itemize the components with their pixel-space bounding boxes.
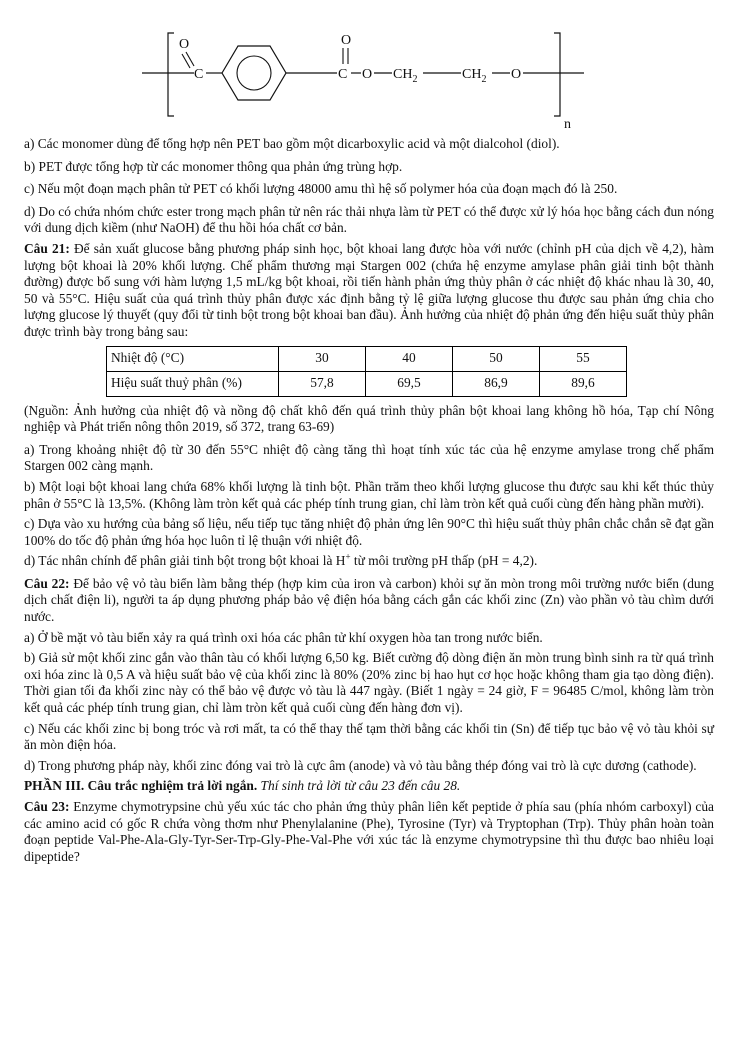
question-21-item-a: a) Trong khoảng nhiệt độ từ 30 đến 55°C nhiệt độ càng tăng thì hoạt tính xúc tác của hệ enzyme amylase trong chế phẩm Stargen 002 càng mạnh. (24, 441, 714, 474)
benzene-ring (222, 46, 286, 100)
question-22 (24, 576, 714, 626)
table-row (107, 346, 627, 371)
part-3-heading (24, 778, 714, 795)
question-21-source: (Nguồn: Ảnh hưởng của nhiệt độ và nồng độ chất khô đến quá trình thủy phân bột khoai lang không hồ hóa, Tạp chí Nông nghiệp và Phát triển nông thôn 2019, số 372, trang 63-69) (24, 402, 714, 435)
document-page (24, 0, 714, 865)
carbonyl-carbon-2: C (338, 67, 348, 82)
question-22-label: Câu 22: (24, 575, 70, 591)
question-23 (24, 799, 714, 865)
question-23-label: Câu 23: (24, 799, 70, 814)
question-21 (24, 241, 714, 341)
left-bracket (168, 33, 174, 116)
question-22-item-a: a) Ở bề mặt vỏ tàu biển xảy ra quá trình oxi hóa các phân tử khí oxygen hòa tan trong nước biển. (24, 629, 543, 645)
question-22-text: Để bảo vệ vỏ tàu biển làm bằng thép (hợp kim của iron và carbon) khỏi sự ăn mòn trong môi trường nước biển (dung dịch chất điện li), người ta áp dụng phương pháp bảo vệ điện hóa bằng cách gắn các khối zinc (Zn) vào phần vỏ tàu chìm dưới nước. (24, 575, 714, 625)
table-row-label-temperature: Nhiệt độ (°C) (107, 346, 279, 371)
pet-item-a: a) Các monomer dùng để tổng hợp nên PET bao gồm một dicarboxylic acid và một dialcohol (diol). (24, 136, 560, 151)
carbonyl-oxygen-1: O (179, 37, 190, 52)
question-21-label: Câu 21: (24, 240, 70, 256)
question-21-item-b: b) Một loại bột khoai lang chứa 68% khối lượng là tinh bột. Phần trăm theo khối lượng glucose thu được sau khi kết thúc thủy phân ở 55°C là 13,5%. (Không làm tròn kết quả các phép tính trung gian, chỉ làm tròn kết quả cuối cùng đến hàng phần mười). (24, 478, 714, 511)
pet-item-b: b) PET được tổng hợp từ các monomer thông qua phản ứng trùng hợp. (24, 158, 403, 174)
question-21-item-d: d) Tác nhân chính để phân giải tinh bột trong bột khoai là H+ từ môi trường pH thấp (pH = 4,2). (24, 551, 538, 569)
table-cell: 57,8 (279, 371, 366, 396)
carbonyl-carbon-1: C (194, 67, 204, 82)
ester-oxygen: O (362, 67, 373, 82)
right-bracket (554, 33, 560, 116)
question-21-item-c: c) Dựa vào xu hướng của bảng số liệu, nếu tiếp tục tăng nhiệt độ phản ứng lên 90°C thì hiệu suất thủy phân chắc chắn sẽ đạt gần 100% do tốc độ phản ứng hóa học luôn tỉ lệ thuận với nhiệt độ. (24, 516, 714, 548)
pet-structural-formula (24, 0, 714, 132)
ether-oxygen: O (511, 67, 522, 82)
pet-structure-diagram (24, 0, 714, 132)
question-22-item-b: b) Giả sử một khối zinc gắn vào thân tàu có khối lượng 6,50 kg. Biết cường độ dòng điện ăn mòn trung bình sinh ra từ quá trình oxi hóa zinc là 0,5 A và hiệu suất bảo vệ của khối zinc là 80% (20% zinc bị hao hụt cơ học hoặc không tham gia tạo dòng điện). Thời gian tối đa khối zinc này có thể bảo vệ được vỏ tàu là 447 ngày. (Biết 1 ngày = 24 giờ, F = 96485 C/mol, không làm tròn kết quả các phép tính trung gian, chỉ làm tròn kết quả cuối cùng đến hàng đơn vị). (24, 650, 714, 716)
table-cell: 89,6 (540, 371, 627, 396)
table-cell: 30 (279, 346, 366, 371)
pet-item-d: d) Do có chứa nhóm chức ester trong mạch phân tử nên rác thải nhựa làm từ PET có thể được xử lý hóa học bằng cách đun nóng với dung dịch kiềm (như NaOH) để thu hồi hóa chất cơ bản. (24, 203, 714, 236)
table-row-label-yield: Hiệu suất thuỷ phân (%) (107, 371, 279, 396)
question-21-text: Để sản xuất glucose bằng phương pháp sinh học, bột khoai lang được hòa với nước (chỉnh pH của dịch về 4,2), hàm lượng bột khoai là 20% khối lượng. Chế phẩm thương mại Stargen 002 (chứa hệ enzyme amylase phân giải tinh bột thành đường) được bổ sung với hàm lượng 1,5 mL/kg bột khoai, rồi tiến hành phản ứng thủy phân ở các nhiệt độ khác nhau là 30, 40, 50 và 55°C. Hiệu suất của quá trình thủy phân được xác định bằng tỷ lệ giữa lượng glucose thu được sau phản ứng chia cho lượng glucose lý thuyết (quy đổi từ tinh bột trong bột khoai ban đầu). Ảnh hưởng của nhiệt độ phản ứng đến hiệu suất thủy phân được trình bày trong bảng sau: (24, 240, 714, 339)
repeat-count-n: n (564, 117, 571, 132)
methylene-2: $CH_2$ (462, 67, 487, 85)
part-3-note: Thí sinh trả lời từ câu 23 đến câu 28. (257, 778, 461, 794)
table-cell: 40 (366, 346, 453, 371)
pet-item-c: c) Nếu một đoạn mạch phân tử PET có khối lượng 48000 amu thì hệ số polymer hóa của đoạn mạch đó là 250. (24, 181, 618, 197)
carbonyl-oxygen-2: O (341, 33, 352, 48)
table-cell: 86,9 (453, 371, 540, 396)
table-cell: 50 (453, 346, 540, 371)
question-22-item-c: c) Nếu các khối zinc bị bong tróc và rơi mất, ta có thể thay thế tạm thời bằng các khối tin (Sn) để tiếp tục bảo vệ vỏ tàu khỏi sự ăn mòn điện hóa. (24, 720, 714, 753)
table-cell: 69,5 (366, 371, 453, 396)
question-23-text: Enzyme chymotrypsine chủ yếu xúc tác cho phản ứng thủy phân liên kết peptide ở phía sau (phía nhóm carboxyl) của các amino acid có gốc R chứa vòng thơm như Phenylalanine (Phe), Tyrosine (Tyr) và Tryptophan (Trp). Thủy phân hoàn toàn đoạn peptide Val-Phe-Ala-Gly-Tyr-Ser-Trp-Gly-Phe-Val-Phe với xúc tác là enzyme chymotrypsine thì thu được bao nhiêu loại dipeptide? (24, 799, 714, 864)
table-row (107, 371, 627, 396)
table-cell: 55 (540, 346, 627, 371)
hydrolysis-table (106, 346, 627, 397)
question-22-item-d: d) Trong phương pháp này, khối zinc đóng vai trò là cực âm (anode) và vỏ tàu bằng thép đóng vai trò là cực dương (cathode). (24, 757, 697, 773)
methylene-1: $CH_2$ (393, 67, 418, 85)
part-3-title: PHẦN III. Câu trắc nghiệm trả lời ngắn. (24, 778, 258, 794)
